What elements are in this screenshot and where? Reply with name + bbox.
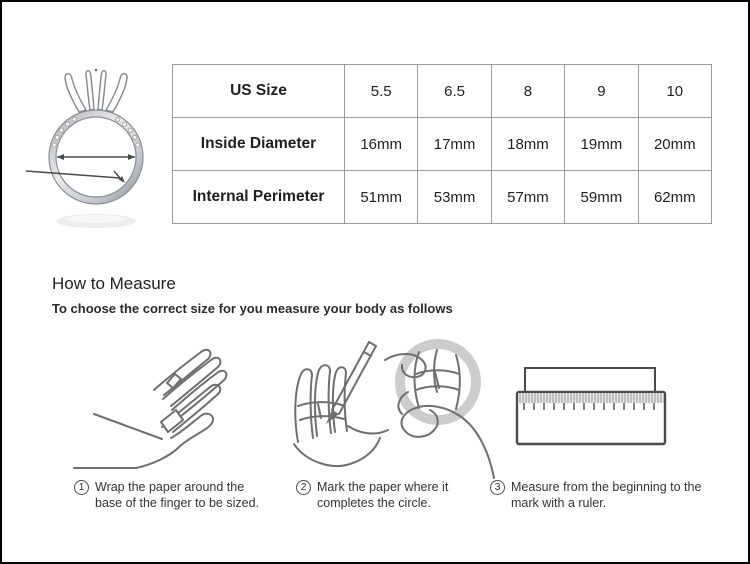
cell-inside-diameter: 17mm (418, 118, 491, 171)
how-to-measure-subtitle: To choose the correct size for you measure your body as follows (52, 301, 453, 316)
ring-size-chart-table (172, 64, 712, 224)
step1-number-badge: 1 (74, 480, 89, 495)
cell-internal-perimeter: 51mm (345, 171, 418, 224)
cell-internal-perimeter: 62mm (638, 171, 711, 224)
cell-inside-diameter: 19mm (565, 118, 638, 171)
row-header-internal-perimeter: Internal Perimeter (173, 171, 345, 224)
step2-caption (296, 479, 461, 512)
inside-diameter-arrow-icon (26, 154, 135, 183)
step1-caption (74, 479, 264, 512)
step1-caption-text: Wrap the paper around the base of the finger to be sized. (95, 480, 259, 511)
cell-us-size: 8 (491, 65, 564, 118)
hand-with-paper-strip-icon (58, 332, 290, 478)
paper-strip-icon (525, 368, 655, 392)
step2-caption-text: Mark the paper where it completes the circle. (317, 480, 449, 511)
cell-internal-perimeter: 59mm (565, 171, 638, 224)
cell-internal-perimeter: 57mm (491, 171, 564, 224)
row-header-us-size: US Size (173, 65, 345, 118)
step3-caption-text: Measure from the beginning to the mark with a ruler. (511, 480, 702, 511)
hand-marking-with-pen-icon (288, 330, 500, 480)
table-row-us-size (173, 65, 712, 118)
cell-inside-diameter: 18mm (491, 118, 564, 171)
how-to-measure-title: How to Measure (52, 274, 176, 293)
step2-number-badge: 2 (296, 480, 311, 495)
cell-inside-diameter: 16mm (345, 118, 418, 171)
cell-us-size: 10 (638, 65, 711, 118)
table-row-inside-diameter (173, 118, 712, 171)
cell-inside-diameter: 20mm (638, 118, 711, 171)
ruler-with-paper-strip-icon (507, 354, 677, 456)
step3-caption (490, 479, 705, 512)
cell-us-size: 9 (565, 65, 638, 118)
table-row-internal-perimeter (173, 171, 712, 224)
step3-number-badge: 3 (490, 480, 505, 495)
row-header-inside-diameter: Inside Diameter (173, 118, 345, 171)
cell-internal-perimeter: 53mm (418, 171, 491, 224)
cell-us-size: 5.5 (345, 65, 418, 118)
ring-diameter-diagram-icon (26, 38, 174, 246)
cell-us-size: 6.5 (418, 65, 491, 118)
